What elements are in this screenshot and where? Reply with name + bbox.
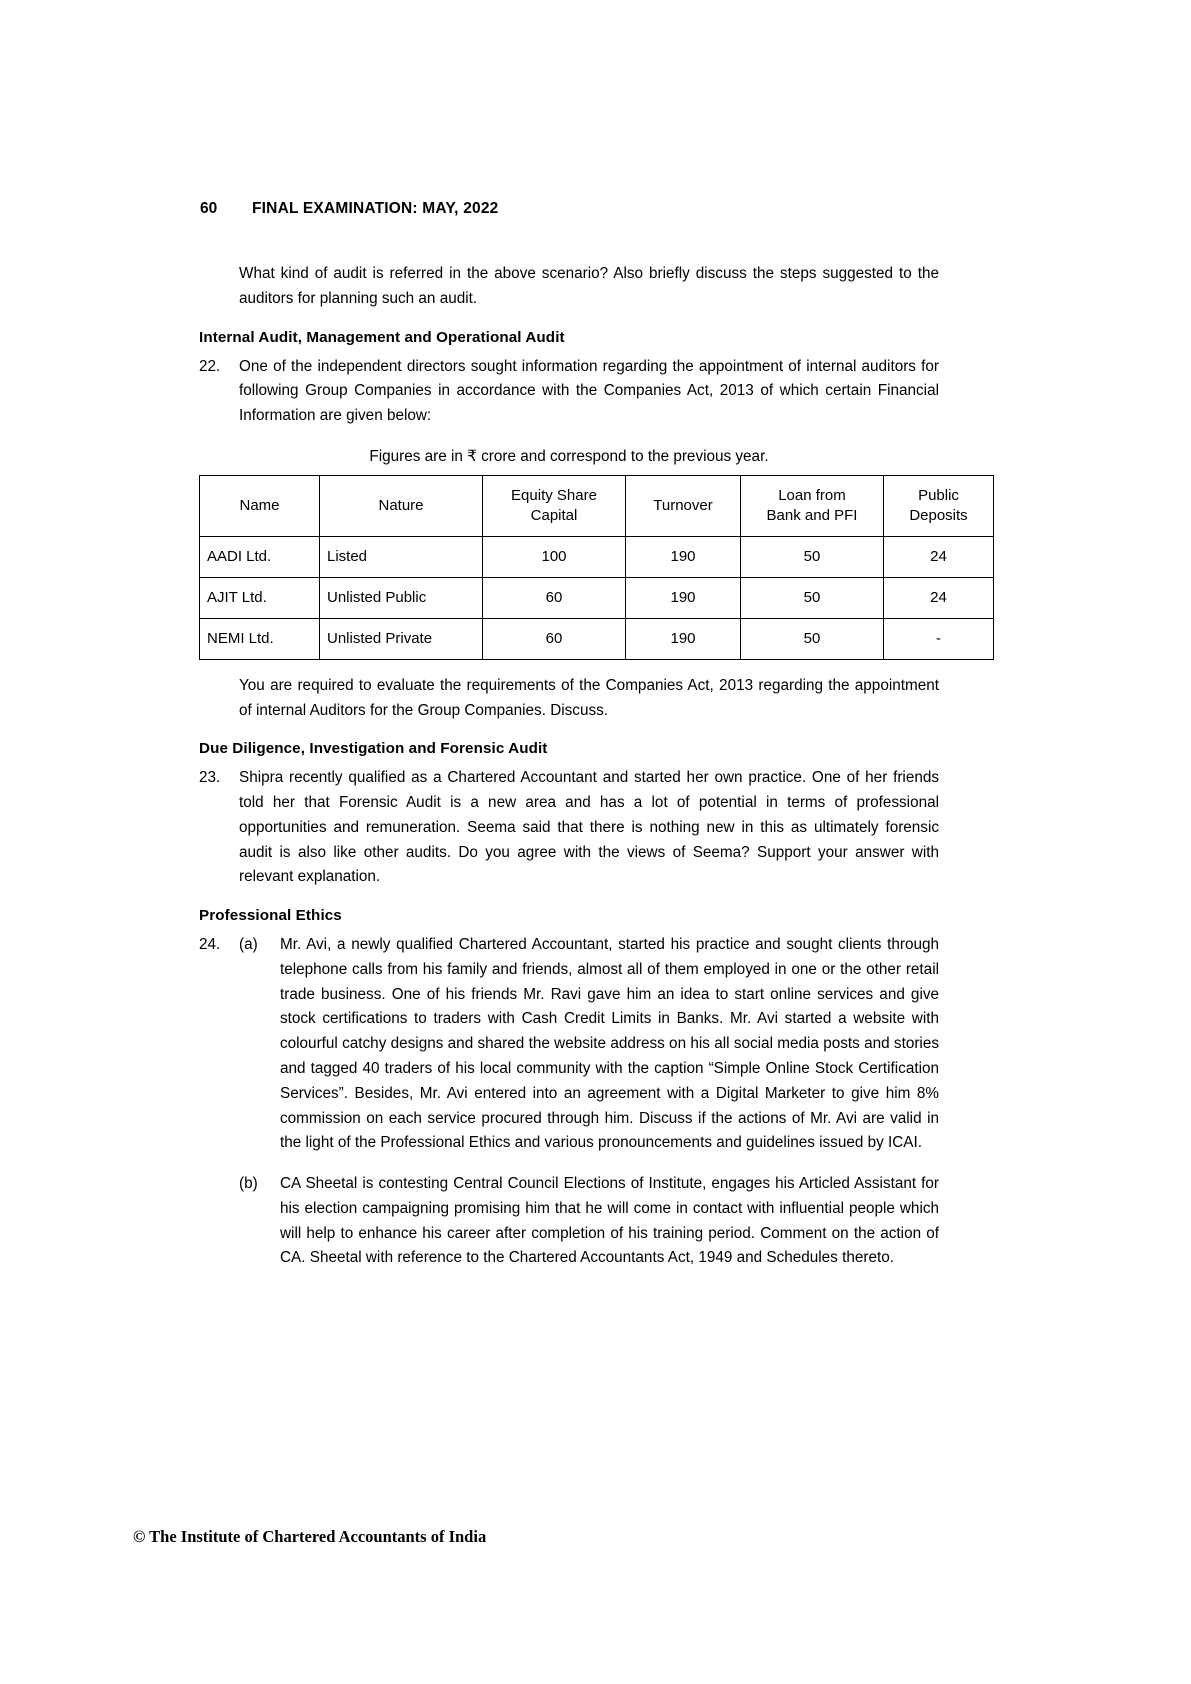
cell-equity: 100 [483, 536, 626, 577]
page-content [199, 262, 968, 1271]
cell-name: AJIT Ltd. [200, 577, 320, 618]
col-header-equity-share-capital [483, 475, 626, 536]
cell-name: AADI Ltd. [200, 536, 320, 577]
table-caption: Figures are in ₹ crore and correspond to the previous year. [369, 447, 769, 465]
page-title: FINAL EXAMINATION: MAY, 2022 [252, 200, 499, 217]
page-header [200, 200, 990, 218]
question-24-sub-b [239, 1172, 939, 1271]
col-header-public-deposits [884, 475, 994, 536]
heading-due-diligence: Due Diligence, Investigation and Forensic Audit [199, 740, 548, 758]
financial-information-table [199, 475, 994, 660]
col-header-deposits-line1: Public [918, 486, 959, 504]
col-header-equity-line1: Equity Share [511, 486, 597, 504]
question-22-text: One of the independent directors sought information regarding the appointment of internal auditors for following Group Companies in accordance with the Companies Act, 2013 of which certain Financial Information are given below: [239, 357, 939, 425]
col-header-loan-line2: Bank and PFI [766, 506, 858, 524]
cell-deposits: 24 [884, 536, 994, 577]
heading-professional-ethics: Professional Ethics [199, 907, 342, 925]
question-22-number: 22. [199, 357, 221, 375]
question-23 [199, 766, 939, 890]
question-23-text: Shipra recently qualified as a Chartered Accountant and started her own practice. One of her friends told her that Forensic Audit is a new area and has a lot of potential in terms of professional opportunities and remuneration. Seema said that there is nothing new in this as ultimately forensic audit is also like other audits. Do you agree with the views of Seema? Support your answer with relevant explanation. [239, 769, 939, 886]
col-header-name [200, 475, 320, 536]
col-header-deposits-line2: Deposits [909, 506, 968, 524]
cell-nature: Listed [320, 536, 483, 577]
heading-internal-audit: Internal Audit, Management and Operational Audit [199, 328, 565, 346]
cell-loan: 50 [741, 577, 884, 618]
question-24-sub-a-label: (a) [239, 936, 258, 954]
cell-deposits: - [884, 618, 994, 659]
cell-turnover: 190 [626, 577, 741, 618]
col-header-name-line1: Name [239, 496, 280, 514]
table-row [200, 577, 994, 618]
question-23-number: 23. [199, 769, 221, 787]
question-24-sub-b-text: CA Sheetal is contesting Central Council Elections of Institute, engages his Articled Assistant for his election campaigning promising him that he will come in contact with influential people which will help to enhance his career after completion of his training period. Comment on the action of CA. Sheetal with reference to the Chartered Accountants Act, 1949 and Schedules thereto. [280, 1175, 939, 1267]
cell-equity: 60 [483, 618, 626, 659]
question-24-body [239, 933, 939, 1271]
cell-loan: 50 [741, 536, 884, 577]
cell-equity: 60 [483, 577, 626, 618]
question-24-sub-a-text: Mr. Avi, a newly qualified Chartered Accountant, started his practice and sought clients through telephone calls from his family and friends, almost all of them employed in one or the other retail trade business. One of his friends Mr. Ravi gave him an idea to start online services and give stock certifications to traders with Cash Credit Limits in Banks. Mr. Avi started a website with colourful catchy designs and shared the website address on his all social media posts and stories and tagged 40 traders of his local community with the caption “Simple Online Stock Certification Services”. Besides, Mr. Avi entered into an agreement with a Digital Marketer to give him 8% commission on each service procured through him. Discuss if the actions of Mr. Avi are valid in the light of the Professional Ethics and various pronouncements and guidelines issued by ICAI. [280, 936, 939, 1152]
table-header [200, 475, 994, 536]
question-24-sub-b-label: (b) [239, 1175, 258, 1193]
col-header-turnover [626, 475, 741, 536]
cell-turnover: 190 [626, 618, 741, 659]
question-24 [199, 933, 939, 1271]
question-22 [199, 355, 939, 429]
cell-name: NEMI Ltd. [200, 618, 320, 659]
question-24-sub-a [239, 933, 939, 1156]
col-header-loan [741, 475, 884, 536]
cell-nature: Unlisted Public [320, 577, 483, 618]
cell-turnover: 190 [626, 536, 741, 577]
cell-nature: Unlisted Private [320, 618, 483, 659]
col-header-nature-line1: Nature [378, 496, 424, 514]
col-header-nature [320, 475, 483, 536]
question-24-number: 24. [199, 936, 221, 954]
question-22-followup: You are required to evaluate the requirements of the Companies Act, 2013 regarding the appointment of internal Auditors for the Group Companies. Discuss. [239, 676, 939, 719]
col-header-equity-line2: Capital [530, 506, 578, 524]
cell-deposits: 24 [884, 577, 994, 618]
col-header-loan-line1: Loan from [778, 486, 846, 504]
page-footer: © The Institute of Chartered Accountants of India [133, 1527, 487, 1546]
col-header-turnover-line1: Turnover [653, 496, 713, 514]
table-body [200, 536, 994, 659]
cell-loan: 50 [741, 618, 884, 659]
intro-paragraph: What kind of audit is referred in the above scenario? Also briefly discuss the steps suggested to the auditors for planning such an audit. [239, 265, 939, 307]
table-header-row [200, 475, 994, 536]
table-row [200, 618, 994, 659]
table-row [200, 536, 994, 577]
page-number: 60 [200, 200, 218, 217]
